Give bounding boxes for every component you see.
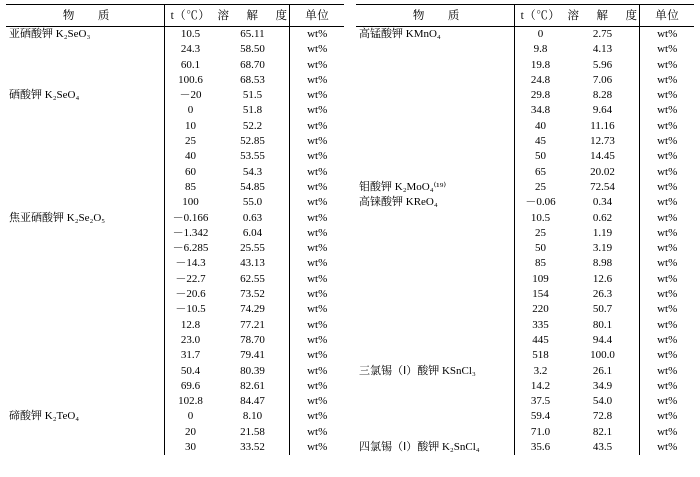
- cell-temperature: 100.6: [165, 73, 216, 88]
- cell-substance: [6, 379, 165, 394]
- column-header-substance: 物 质: [356, 5, 515, 27]
- cell-substance: [356, 58, 515, 73]
- table-row: [356, 333, 694, 348]
- cell-substance: [356, 88, 515, 103]
- header-row: [6, 5, 344, 27]
- cell-temperature: 0: [515, 27, 566, 43]
- cell-substance: [6, 440, 165, 455]
- table-row: [6, 318, 344, 333]
- cell-temperature: －6.285: [165, 241, 216, 256]
- cell-temperature: －20: [165, 88, 216, 103]
- table-row: [356, 42, 694, 57]
- cell-temperature: 0: [165, 409, 216, 424]
- cell-solubility: 7.06: [592, 73, 613, 86]
- cell-unit: wt%: [640, 318, 694, 333]
- cell-solubility: 94.4: [592, 333, 613, 346]
- cell-solubility: 58.50: [240, 43, 265, 56]
- cell-unit: wt%: [640, 287, 694, 302]
- cell-substance: [6, 394, 165, 409]
- cell-substance: [6, 364, 165, 379]
- table-row: [6, 226, 344, 241]
- cell-temperature: 24.3: [165, 42, 216, 57]
- cell-substance: [356, 211, 515, 226]
- cell-solubility: 14.45: [590, 150, 615, 163]
- cell-temperature: 154: [515, 287, 566, 302]
- cell-unit: wt%: [290, 440, 344, 455]
- cell-temperature: 45: [515, 134, 566, 149]
- cell-temperature: 50: [515, 241, 566, 256]
- table-row: [356, 394, 694, 409]
- cell-substance: [6, 149, 165, 164]
- column-header-substance: 物 质: [6, 5, 165, 27]
- cell-solubility: 73.52: [240, 288, 265, 301]
- cell-substance: [6, 58, 165, 73]
- cell-substance: [356, 379, 515, 394]
- cell-temperature: 100: [165, 195, 216, 210]
- cell-unit: wt%: [290, 241, 344, 256]
- cell-temperature: －0.06: [515, 195, 566, 210]
- cell-unit: wt%: [290, 134, 344, 149]
- table-row: [6, 73, 344, 88]
- cell-solubility: 62.55: [240, 272, 265, 285]
- table-row: [356, 180, 694, 195]
- cell-substance: [356, 241, 515, 256]
- table-row: [6, 165, 344, 180]
- cell-substance: 碲酸钾 K₂TeO₄: [9, 410, 80, 423]
- cell-substance: [6, 180, 165, 195]
- cell-substance: 钼酸钾 K₂MoO₄⁽¹⁹⁾: [359, 180, 447, 193]
- cell-solubility: 6.04: [242, 226, 263, 239]
- cell-temperature: 50.4: [165, 364, 216, 379]
- cell-unit: wt%: [640, 256, 694, 271]
- cell-unit: wt%: [640, 364, 694, 379]
- cell-unit: wt%: [640, 195, 694, 210]
- table-row: [6, 272, 344, 287]
- cell-unit: wt%: [640, 73, 694, 88]
- table-row: [6, 256, 344, 271]
- table-row: [6, 27, 344, 43]
- cell-solubility: 65.11: [240, 28, 265, 40]
- table-row: [6, 103, 344, 118]
- cell-unit: wt%: [640, 272, 694, 287]
- column-header-temperature: t（℃）: [515, 5, 566, 27]
- cell-solubility: 68.53: [240, 73, 265, 86]
- column-header-temperature: t（℃）: [165, 5, 216, 27]
- table-row: [356, 409, 694, 424]
- table-row: [356, 364, 694, 379]
- cell-solubility: 0.34: [592, 196, 613, 209]
- cell-unit: wt%: [290, 425, 344, 440]
- cell-unit: wt%: [290, 348, 344, 363]
- table-row: [356, 103, 694, 118]
- table-row: [6, 348, 344, 363]
- cell-unit: wt%: [640, 379, 694, 394]
- cell-substance: 四氯锡（Ⅰ）酸钾 K₂SnCl₄: [359, 441, 480, 454]
- cell-temperature: 109: [515, 272, 566, 287]
- table-row: [356, 27, 694, 43]
- table-row: [356, 58, 694, 73]
- cell-temperature: 40: [165, 149, 216, 164]
- table-header-right: [356, 5, 694, 27]
- table-row: [356, 226, 694, 241]
- cell-substance: 高铼酸钾 KReO₄: [359, 196, 438, 209]
- table-row: [6, 302, 344, 317]
- cell-unit: wt%: [640, 241, 694, 256]
- cell-substance: [6, 348, 165, 363]
- cell-substance: [6, 241, 165, 256]
- table-row: [6, 364, 344, 379]
- cell-solubility: 82.61: [240, 379, 265, 392]
- cell-temperature: 10.5: [515, 211, 566, 226]
- cell-temperature: 85: [515, 256, 566, 271]
- cell-substance: [356, 134, 515, 149]
- cell-substance: [356, 394, 515, 409]
- cell-substance: [6, 42, 165, 57]
- cell-unit: wt%: [640, 211, 694, 226]
- table-row: [356, 165, 694, 180]
- cell-temperature: 35.6: [515, 440, 566, 455]
- cell-substance: [356, 256, 515, 271]
- cell-solubility: 68.70: [240, 58, 265, 71]
- cell-unit: wt%: [640, 409, 694, 424]
- cell-temperature: 10: [165, 119, 216, 134]
- cell-solubility: 5.96: [592, 58, 613, 71]
- table-row: [6, 119, 344, 134]
- cell-solubility: 11.16: [590, 119, 615, 132]
- cell-unit: wt%: [290, 195, 344, 210]
- cell-substance: [356, 287, 515, 302]
- table-row: [6, 287, 344, 302]
- table-row: [356, 272, 694, 287]
- cell-unit: wt%: [640, 149, 694, 164]
- cell-solubility: 54.0: [592, 395, 613, 408]
- cell-solubility: 80.39: [240, 364, 265, 377]
- cell-temperature: 445: [515, 333, 566, 348]
- table-row: [356, 379, 694, 394]
- cell-temperature: －10.5: [165, 302, 216, 317]
- cell-solubility: 51.5: [242, 89, 263, 102]
- cell-substance: [356, 103, 515, 118]
- cell-temperature: 25: [515, 180, 566, 195]
- cell-substance: [356, 226, 515, 241]
- cell-substance: [356, 348, 515, 363]
- cell-unit: wt%: [290, 394, 344, 409]
- cell-temperature: 60.1: [165, 58, 216, 73]
- cell-solubility: 33.52: [240, 441, 265, 454]
- cell-solubility: 82.1: [592, 425, 613, 438]
- cell-substance: 亚硒酸钾 K₂SeO₃: [9, 28, 91, 40]
- cell-unit: wt%: [290, 318, 344, 333]
- cell-temperature: 12.8: [165, 318, 216, 333]
- cell-solubility: 26.1: [592, 364, 613, 377]
- cell-solubility: 54.3: [242, 165, 263, 178]
- cell-substance: [356, 272, 515, 287]
- cell-solubility: 2.75: [592, 28, 613, 40]
- cell-temperature: 31.7: [165, 348, 216, 363]
- cell-temperature: 71.0: [515, 425, 566, 440]
- table-row: [356, 425, 694, 440]
- cell-unit: wt%: [290, 27, 344, 43]
- solubility-table-right: [356, 4, 694, 455]
- cell-solubility: 53.55: [240, 150, 265, 163]
- cell-substance: [6, 73, 165, 88]
- cell-substance: [356, 318, 515, 333]
- cell-solubility: 1.19: [592, 226, 613, 239]
- cell-unit: wt%: [640, 103, 694, 118]
- table-row: [356, 256, 694, 271]
- cell-substance: 硒酸钾 K₂SeO₄: [9, 89, 80, 102]
- cell-unit: wt%: [290, 302, 344, 317]
- cell-substance: [6, 333, 165, 348]
- cell-substance: [6, 318, 165, 333]
- table-row: [356, 134, 694, 149]
- cell-temperature: 3.2: [515, 364, 566, 379]
- cell-unit: wt%: [640, 394, 694, 409]
- cell-temperature: －20.6: [165, 287, 216, 302]
- column-header-solubility: 溶 解 度: [566, 5, 640, 27]
- table-header-left: [6, 5, 344, 27]
- cell-solubility: 43.5: [592, 441, 613, 454]
- cell-unit: wt%: [290, 58, 344, 73]
- table-row: [6, 440, 344, 455]
- cell-unit: wt%: [640, 440, 694, 455]
- table-row: [356, 302, 694, 317]
- right-table-container: [350, 0, 700, 477]
- cell-substance: [356, 149, 515, 164]
- cell-unit: wt%: [290, 287, 344, 302]
- cell-unit: wt%: [640, 348, 694, 363]
- cell-temperature: 19.8: [515, 58, 566, 73]
- cell-temperature: －1.342: [165, 226, 216, 241]
- cell-temperature: －14.3: [165, 256, 216, 271]
- cell-solubility: 52.85: [240, 135, 265, 148]
- table-row: [6, 409, 344, 424]
- cell-substance: [6, 272, 165, 287]
- table-body-right: [356, 27, 694, 456]
- cell-temperature: 25: [515, 226, 566, 241]
- cell-unit: wt%: [290, 211, 344, 226]
- table-row: [6, 88, 344, 103]
- cell-temperature: 102.8: [165, 394, 216, 409]
- cell-solubility: 21.58: [240, 425, 265, 438]
- cell-unit: wt%: [640, 333, 694, 348]
- cell-unit: wt%: [640, 27, 694, 43]
- cell-substance: [356, 302, 515, 317]
- table-row: [356, 73, 694, 88]
- table-row: [6, 195, 344, 210]
- table-row: [356, 149, 694, 164]
- cell-unit: wt%: [640, 226, 694, 241]
- cell-temperature: 69.6: [165, 379, 216, 394]
- table-row: [6, 180, 344, 195]
- table-row: [6, 241, 344, 256]
- cell-solubility: 43.13: [240, 257, 265, 270]
- cell-unit: wt%: [290, 42, 344, 57]
- table-row: [356, 318, 694, 333]
- cell-temperature: 40: [515, 119, 566, 134]
- table-row: [6, 149, 344, 164]
- cell-temperature: 24.8: [515, 73, 566, 88]
- cell-unit: wt%: [290, 73, 344, 88]
- cell-solubility: 100.0: [590, 349, 615, 362]
- cell-temperature: 25: [165, 134, 216, 149]
- cell-temperature: 30: [165, 440, 216, 455]
- cell-substance: [356, 165, 515, 180]
- cell-substance: [6, 425, 165, 440]
- table-row: [356, 440, 694, 455]
- cell-temperature: 0: [165, 103, 216, 118]
- cell-unit: wt%: [640, 134, 694, 149]
- cell-substance: [6, 165, 165, 180]
- cell-temperature: 14.2: [515, 379, 566, 394]
- cell-solubility: 12.6: [592, 272, 613, 285]
- cell-substance: [6, 134, 165, 149]
- cell-unit: wt%: [640, 119, 694, 134]
- cell-solubility: 80.1: [592, 318, 613, 331]
- cell-temperature: 518: [515, 348, 566, 363]
- cell-unit: wt%: [290, 272, 344, 287]
- cell-unit: wt%: [640, 42, 694, 57]
- column-header-unit: 单位: [640, 5, 694, 27]
- cell-solubility: 74.29: [240, 303, 265, 316]
- cell-unit: wt%: [640, 58, 694, 73]
- header-row: [356, 5, 694, 27]
- table-row: [356, 195, 694, 210]
- cell-unit: wt%: [290, 119, 344, 134]
- cell-solubility: 77.21: [240, 318, 265, 331]
- cell-temperature: 60: [165, 165, 216, 180]
- cell-unit: wt%: [290, 165, 344, 180]
- cell-temperature: 59.4: [515, 409, 566, 424]
- table-body-left: [6, 27, 344, 456]
- cell-solubility: 8.28: [592, 89, 613, 102]
- cell-unit: wt%: [290, 103, 344, 118]
- cell-temperature: 20: [165, 425, 216, 440]
- cell-temperature: 29.8: [515, 88, 566, 103]
- cell-solubility: 72.54: [590, 180, 615, 193]
- cell-substance: [6, 119, 165, 134]
- cell-temperature: 37.5: [515, 394, 566, 409]
- cell-temperature: 23.0: [165, 333, 216, 348]
- cell-solubility: 52.2: [242, 119, 263, 132]
- table-row: [356, 211, 694, 226]
- table-row: [6, 394, 344, 409]
- cell-substance: [6, 287, 165, 302]
- cell-substance: [6, 103, 165, 118]
- table-row: [6, 379, 344, 394]
- cell-temperature: 65: [515, 165, 566, 180]
- cell-temperature: 10.5: [165, 27, 216, 43]
- cell-unit: wt%: [290, 379, 344, 394]
- cell-substance: [356, 333, 515, 348]
- cell-solubility: 26.3: [592, 288, 613, 301]
- cell-unit: wt%: [290, 88, 344, 103]
- cell-substance: 焦亚硒酸钾 K₂Se₂O₅: [9, 211, 106, 224]
- column-header-solubility: 溶 解 度: [216, 5, 290, 27]
- cell-substance: [356, 42, 515, 57]
- cell-unit: wt%: [290, 149, 344, 164]
- cell-temperature: －0.166: [165, 211, 216, 226]
- cell-temperature: 220: [515, 302, 566, 317]
- cell-unit: wt%: [290, 226, 344, 241]
- cell-temperature: －22.7: [165, 272, 216, 287]
- table-row: [6, 425, 344, 440]
- cell-solubility: 25.55: [240, 242, 265, 255]
- cell-substance: [356, 409, 515, 424]
- cell-solubility: 12.73: [590, 135, 615, 148]
- cell-unit: wt%: [290, 409, 344, 424]
- cell-solubility: 54.85: [240, 180, 265, 193]
- table-row: [6, 333, 344, 348]
- cell-unit: wt%: [290, 364, 344, 379]
- cell-solubility: 3.19: [592, 242, 613, 255]
- cell-solubility: 34.9: [592, 379, 613, 392]
- table-row: [356, 241, 694, 256]
- cell-temperature: 9.8: [515, 42, 566, 57]
- table-row: [356, 88, 694, 103]
- table-row: [6, 211, 344, 226]
- table-row: [6, 58, 344, 73]
- cell-solubility: 4.13: [592, 43, 613, 56]
- cell-substance: [356, 73, 515, 88]
- cell-solubility: 72.8: [592, 410, 613, 423]
- table-row: [6, 134, 344, 149]
- cell-unit: wt%: [290, 333, 344, 348]
- cell-unit: wt%: [640, 180, 694, 195]
- cell-solubility: 50.7: [592, 303, 613, 316]
- table-row: [356, 348, 694, 363]
- cell-solubility: 51.8: [242, 104, 263, 117]
- cell-solubility: 55.0: [242, 196, 263, 209]
- cell-substance: 三氯锡（Ⅰ）酸钾 KSnCl₃: [359, 364, 476, 377]
- cell-solubility: 8.98: [592, 257, 613, 270]
- cell-unit: wt%: [290, 256, 344, 271]
- cell-substance: [6, 302, 165, 317]
- cell-unit: wt%: [640, 165, 694, 180]
- cell-substance: 高锰酸钾 KMnO₄: [359, 28, 441, 40]
- cell-substance: [356, 119, 515, 134]
- cell-unit: wt%: [640, 302, 694, 317]
- cell-solubility: 8.10: [242, 410, 263, 423]
- cell-substance: [6, 226, 165, 241]
- cell-solubility: 0.62: [592, 211, 613, 224]
- cell-unit: wt%: [290, 180, 344, 195]
- table-row: [6, 42, 344, 57]
- cell-solubility: 78.70: [240, 333, 265, 346]
- cell-solubility: 20.02: [590, 165, 615, 178]
- table-row: [356, 287, 694, 302]
- cell-solubility: 79.41: [240, 349, 265, 362]
- cell-temperature: 34.8: [515, 103, 566, 118]
- cell-substance: [356, 425, 515, 440]
- table-row: [356, 119, 694, 134]
- cell-unit: wt%: [640, 425, 694, 440]
- cell-temperature: 85: [165, 180, 216, 195]
- cell-solubility: 84.47: [240, 395, 265, 408]
- cell-substance: [6, 195, 165, 210]
- cell-substance: [6, 256, 165, 271]
- cell-temperature: 50: [515, 149, 566, 164]
- cell-temperature: 335: [515, 318, 566, 333]
- column-header-unit: 单位: [290, 5, 344, 27]
- cell-unit: wt%: [640, 88, 694, 103]
- solubility-table-left: [6, 4, 344, 455]
- cell-solubility: 0.63: [242, 211, 263, 224]
- cell-solubility: 9.64: [592, 104, 613, 117]
